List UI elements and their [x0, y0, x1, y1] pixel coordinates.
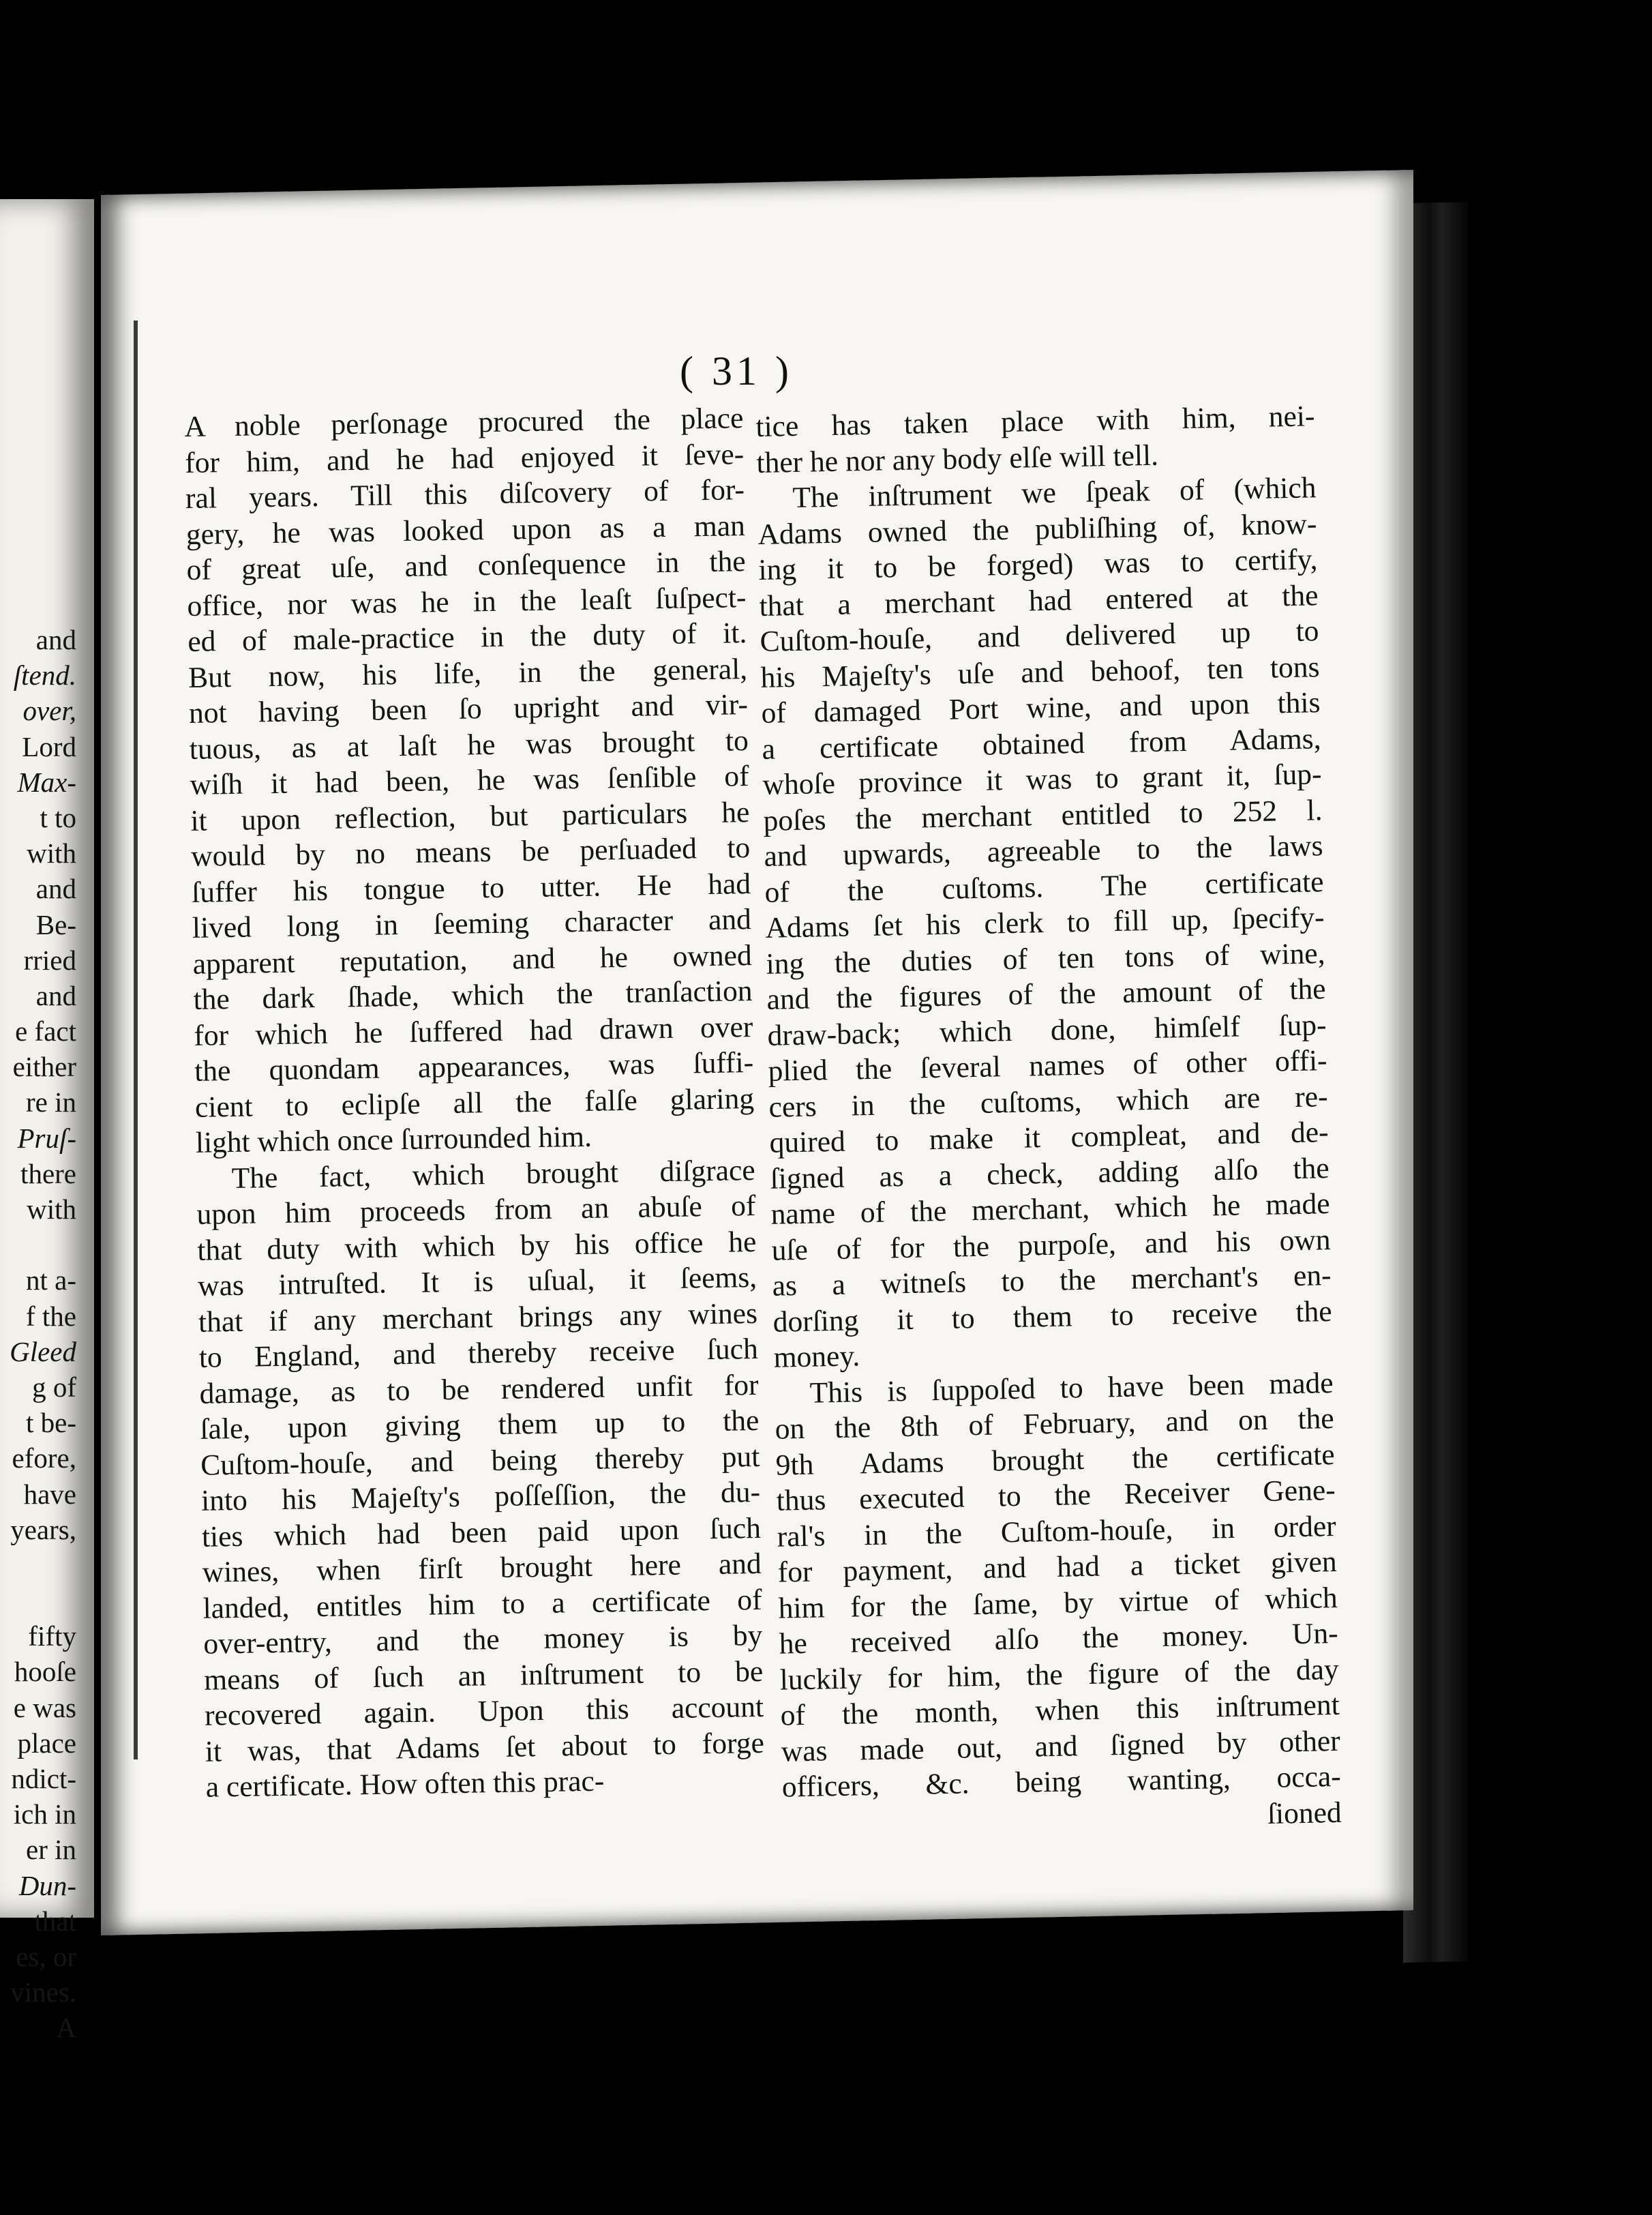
paragraph: [774, 1365, 1342, 1841]
text-line: uſe of for the purpoſe, and his own: [771, 1223, 1331, 1267]
text-line: ſigned as a check, adding alſo the: [770, 1151, 1330, 1195]
text-line: for which he ſuffered had drawn over: [194, 1010, 753, 1052]
margin-line: place: [17, 1727, 76, 1759]
text-line: office, nor was he in the leaſt ſuſpect-: [187, 580, 747, 623]
text-line: ed of male-practice in the duty of it.: [187, 616, 747, 658]
margin-line: [0, 1227, 76, 1262]
text-line: A noble perſonage procured the place: [184, 402, 744, 443]
margin-line: have: [23, 1478, 76, 1510]
margin-line: fifty: [28, 1620, 76, 1652]
text-line: landed, entitles him to a certificate of: [202, 1583, 762, 1625]
text-line: Adams ſet his clerk to fill up, ſpecify-: [765, 901, 1325, 945]
text-line: lived long in ſeeming character and: [192, 903, 752, 945]
text-line: upon him proceeds from an abuſe of: [196, 1189, 756, 1231]
text-line: ral years. Till this diſcovery of for-: [185, 473, 745, 515]
text-line: of the month, when this inſtrument: [780, 1688, 1340, 1732]
left-text-column: [184, 400, 765, 1805]
text-line: officers, &c. being wanting, occa-: [781, 1759, 1342, 1804]
text-line: Adams owned the publiſhing of, know-: [757, 507, 1317, 551]
text-line: But now, his life, in the general,: [187, 652, 748, 694]
margin-line: with: [27, 1193, 76, 1225]
text-line: a certificate obtained from Adams,: [762, 722, 1321, 766]
text-line: cers in the cuſtoms, which are re-: [768, 1080, 1328, 1124]
previous-page: [0, 199, 94, 2044]
margin-line: that: [34, 1905, 76, 1937]
page-number: ( 31 ): [680, 348, 793, 393]
text-line: tuous, as at laſt he was brought to: [189, 724, 749, 766]
text-line: ing it to be forged) was to certify,: [758, 543, 1318, 586]
text-line: poſes the merchant entitled to 252 l.: [763, 793, 1323, 837]
text-line: of damaged Port wine, and upon this: [761, 686, 1321, 730]
margin-line: Max-: [17, 766, 76, 798]
text-line: dorſing it to them to receive the: [772, 1294, 1333, 1339]
margin-line: e fact: [15, 1015, 76, 1047]
text-line: name of the merchant, which he made: [770, 1187, 1330, 1231]
margin-line: t to: [40, 801, 76, 833]
text-line: on the 8th of February, and on the: [775, 1401, 1335, 1446]
margin-line: Gleed: [10, 1335, 76, 1367]
text-line: ing the duties of ten tons of wine,: [766, 936, 1325, 981]
margin-line: rried: [23, 944, 76, 976]
margin-line: over,: [22, 695, 76, 727]
margin-line: Lord: [22, 730, 76, 762]
paragraph: [196, 1152, 765, 1805]
text-line: the quondam appearances, was ſuffi-: [194, 1046, 754, 1088]
margin-line: re in: [26, 1086, 76, 1118]
text-line: This is ſuppoſed to have been made: [809, 1366, 1334, 1410]
previous-page-margin-text: [0, 622, 76, 2046]
paragraph: [755, 398, 1316, 481]
text-line: ſuffer his tongue to utter. He had: [191, 867, 751, 909]
text-line: the dark ſhade, which the tranſaction: [193, 975, 753, 1016]
book-gutter: [134, 321, 138, 1759]
text-line: The fact, which brought diſgrace: [231, 1153, 756, 1195]
text-line: it was, that Adams ſet about to forge: [205, 1726, 765, 1768]
margin-line: Pruſ-: [17, 1122, 76, 1154]
text-line: recovered again. Upon this account: [204, 1690, 764, 1732]
text-line: was made out, and ſigned by other: [781, 1724, 1341, 1768]
text-line: as a witneſs to the merchant's en-: [772, 1259, 1332, 1303]
text-line: for him, and he had enjoyed it ſeve-: [184, 437, 745, 479]
text-line: thus executed to the Receiver Gene-: [776, 1473, 1336, 1517]
text-line: he received alſo the money. Un-: [779, 1616, 1339, 1661]
margin-line: nt a-: [26, 1264, 76, 1296]
text-line: that a merchant had entered at the: [759, 578, 1319, 623]
text-line: and upwards, agreeable to the laws: [764, 829, 1323, 873]
text-line: it upon reflection, but particulars he: [190, 795, 750, 837]
text-line: light which once ſurrounded him.: [195, 1120, 592, 1159]
margin-line: and: [35, 624, 76, 655]
text-line: ther he nor any body elſe will tell.: [756, 438, 1159, 479]
text-line: into his Majeſty's poſſeſſion, the du-: [200, 1475, 761, 1517]
margin-line: ſtend.: [13, 659, 76, 692]
margin-line: Dun-: [18, 1869, 76, 1901]
margin-line: g of: [32, 1371, 76, 1403]
text-line: luckily for him, the figure of the day: [779, 1652, 1340, 1697]
text-line: quired to make it compleat, and de-: [769, 1116, 1329, 1159]
text-line: damage, as to be rendered unfit for: [199, 1368, 759, 1410]
margin-line: vines.: [10, 1976, 76, 2008]
margin-line: A: [56, 2012, 76, 2044]
text-line: him for the ſame, by virtue of which: [778, 1581, 1338, 1625]
text-line: and the figures of the amount of the: [766, 972, 1326, 1016]
margin-line: ndict-: [11, 1763, 76, 1794]
text-line: his Majeſty's uſe and behoof, ten tons: [760, 650, 1320, 694]
text-line: gery, he was looked upon as a man: [185, 509, 746, 551]
margin-line: there: [20, 1157, 76, 1189]
text-line: ral's in the Cuſtom-houſe, in order: [777, 1509, 1337, 1554]
text-line: apparent reputation, and he owned: [192, 938, 753, 981]
text-line: means of ſuch an inſtrument to be: [203, 1654, 764, 1697]
text-line: money.: [773, 1339, 860, 1374]
text-line: ties which had been paid upon ſuch: [201, 1511, 762, 1554]
text-line: not having been ſo upright and vir-: [188, 688, 749, 730]
margin-line: and: [35, 979, 76, 1011]
text-line: ſioned: [1267, 1796, 1342, 1830]
text-line: draw-back; which done, himſelf ſup-: [767, 1008, 1327, 1052]
text-line: wines, when firſt brought here and: [202, 1547, 762, 1589]
margin-line: years,: [10, 1513, 76, 1545]
margin-line: with: [27, 837, 76, 869]
margin-line: hooſe: [14, 1656, 76, 1688]
text-line: over-entry, and the money is by: [203, 1618, 763, 1661]
text-line: 9th Adams brought the certificate: [775, 1438, 1336, 1482]
margin-line: f the: [26, 1300, 76, 1332]
text-line: was intruſted. It is uſual, it ſeems,: [197, 1260, 757, 1303]
text-line: to England, and thereby receive ſuch: [198, 1332, 759, 1374]
paragraph: [184, 400, 755, 1161]
margin-line: [0, 1583, 76, 1618]
margin-line: ich in: [13, 1798, 76, 1830]
margin-line: t be-: [26, 1407, 76, 1439]
paragraph: [757, 470, 1333, 1376]
margin-line: er in: [26, 1834, 76, 1866]
text-line: for payment, and had a ticket given: [777, 1545, 1338, 1589]
text-line: a certificate. How often this prac-: [205, 1764, 605, 1804]
text-line: of great uſe, and conſequence in the: [186, 545, 746, 586]
right-text-column: [755, 398, 1342, 1841]
text-line: that duty with which by his office he: [196, 1225, 757, 1267]
text-line: cient to eclipſe all the falſe glaring: [194, 1082, 755, 1124]
text-line: that if any merchant brings any wines: [198, 1296, 758, 1339]
margin-line: e was: [13, 1691, 76, 1723]
margin-line: Be-: [35, 908, 76, 940]
margin-line: [0, 1547, 76, 1583]
text-line: Cuſtom-houſe, and delivered up to: [760, 614, 1319, 658]
text-line: wiſh it had been, he was ſenſible of: [190, 760, 749, 801]
margin-line: efore,: [12, 1442, 76, 1474]
margin-line: either: [12, 1051, 76, 1083]
margin-line: and: [35, 873, 76, 905]
text-line: whoſe province it was to grant it, ſup-: [762, 758, 1322, 801]
text-line: plied the ſeveral names of other offi-: [768, 1044, 1327, 1088]
text-line: Cuſtom-houſe, and being thereby put: [200, 1440, 760, 1482]
text-line: The inſtrument we ſpeak of (which: [792, 471, 1317, 514]
margin-line: es, or: [16, 1940, 76, 1972]
text-line: tice has taken place with him, nei-: [755, 400, 1315, 443]
text-line: would by no means be perſuaded to: [190, 831, 751, 873]
text-line: of the cuſtoms. The certificate: [764, 865, 1324, 909]
text-line: ſale, upon giving them up to the: [200, 1403, 760, 1446]
